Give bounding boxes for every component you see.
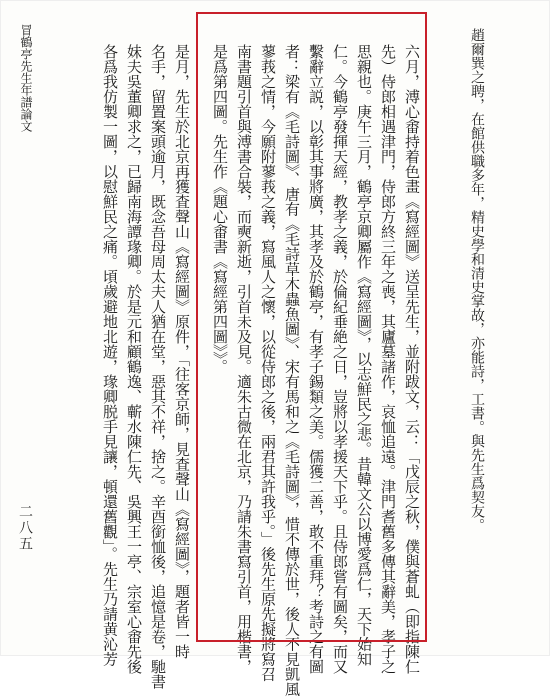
text-column: 名手，留置案頭逾月，既念吾母周太夫人猶在堂，惡其不祥，捨之。辛酉銜恤後，追憶是卷，馳書 bbox=[149, 44, 167, 689]
page-number: 二八五 bbox=[17, 504, 33, 552]
text-column: 六月，溥心畬持着色畫《寫經圖》送呈先生，並附跋文，云：「戊辰之秋，僕與蒼虬（即指陳仁 bbox=[403, 44, 421, 674]
note-column: 趙爾巽之聘，在館供職多年，精史學和清史掌故，亦能詩，工書。與先生爲契友。 bbox=[469, 28, 485, 532]
text-column: 蓼莪之情，今願附蓼莪之義，寫風人之懷，以從侍郎之後，兩君其許我乎。」後先生原先擬將寫召 bbox=[259, 44, 277, 682]
text-column: 思親也。庚午三月，鶴亭京卿屬作《寫經圖》，以志鮮民之悲。昔韓文公以博愛爲仁，天下始知 bbox=[355, 44, 373, 667]
text-column: 各爲我仿製一圖，以慰鮮民之痛。頃歲避地北遊，瑑卿脱手見讓，頓還舊觀」。先生乃請黄沁芳 bbox=[101, 44, 119, 667]
text-column: 是爲第四圖。先生作《題心畬書《寫經第四圖》》。 bbox=[211, 44, 229, 374]
text-column: 南書題引首與溥書合裝，而奭新逝，引首未及見。適朱古微在北京，乃請朱書寫引首，用楷書， bbox=[235, 44, 253, 674]
text-column: 者：梁有《毛詩圖》、唐有《毛詩草木蟲魚圖》、宋有馬和之《毛詩圖》，惜不傳於世，後人不見凱風 bbox=[283, 44, 301, 697]
running-header: 冒鶴亭先生年譜論文 bbox=[19, 24, 33, 132]
text-column: 仁。今鶴亭發揮天經，教孝之義，於倫紀垂絶之日，豈將以孝援天下乎。且侍郎嘗有圖矣，而又 bbox=[331, 44, 349, 674]
text-column: 是月，先生於北京再獲査聲山《寫經圖》原件，「往客京師，見査聲山《寫經圖》，題者皆一時 bbox=[173, 44, 191, 659]
text-column: 繫辭立説，以彰其事將廣，其孝及於鶴亭，有孝子錫類之美。儒獲二善，敢不重拜？考詩之有圖 bbox=[307, 44, 325, 674]
text-column: 妹夫吳董卿求之，已歸南海譚瑑卿。於是元和顧鶴逸、蘄水陳仁先、吳興王一亭、宗室心畬先後 bbox=[125, 44, 143, 674]
text-column: 先）侍郎相遇津門，侍郎方終三年之喪，其廬墓諸作，哀恤追遠。津門耆舊多傳其辭美，孝子之 bbox=[379, 44, 397, 674]
